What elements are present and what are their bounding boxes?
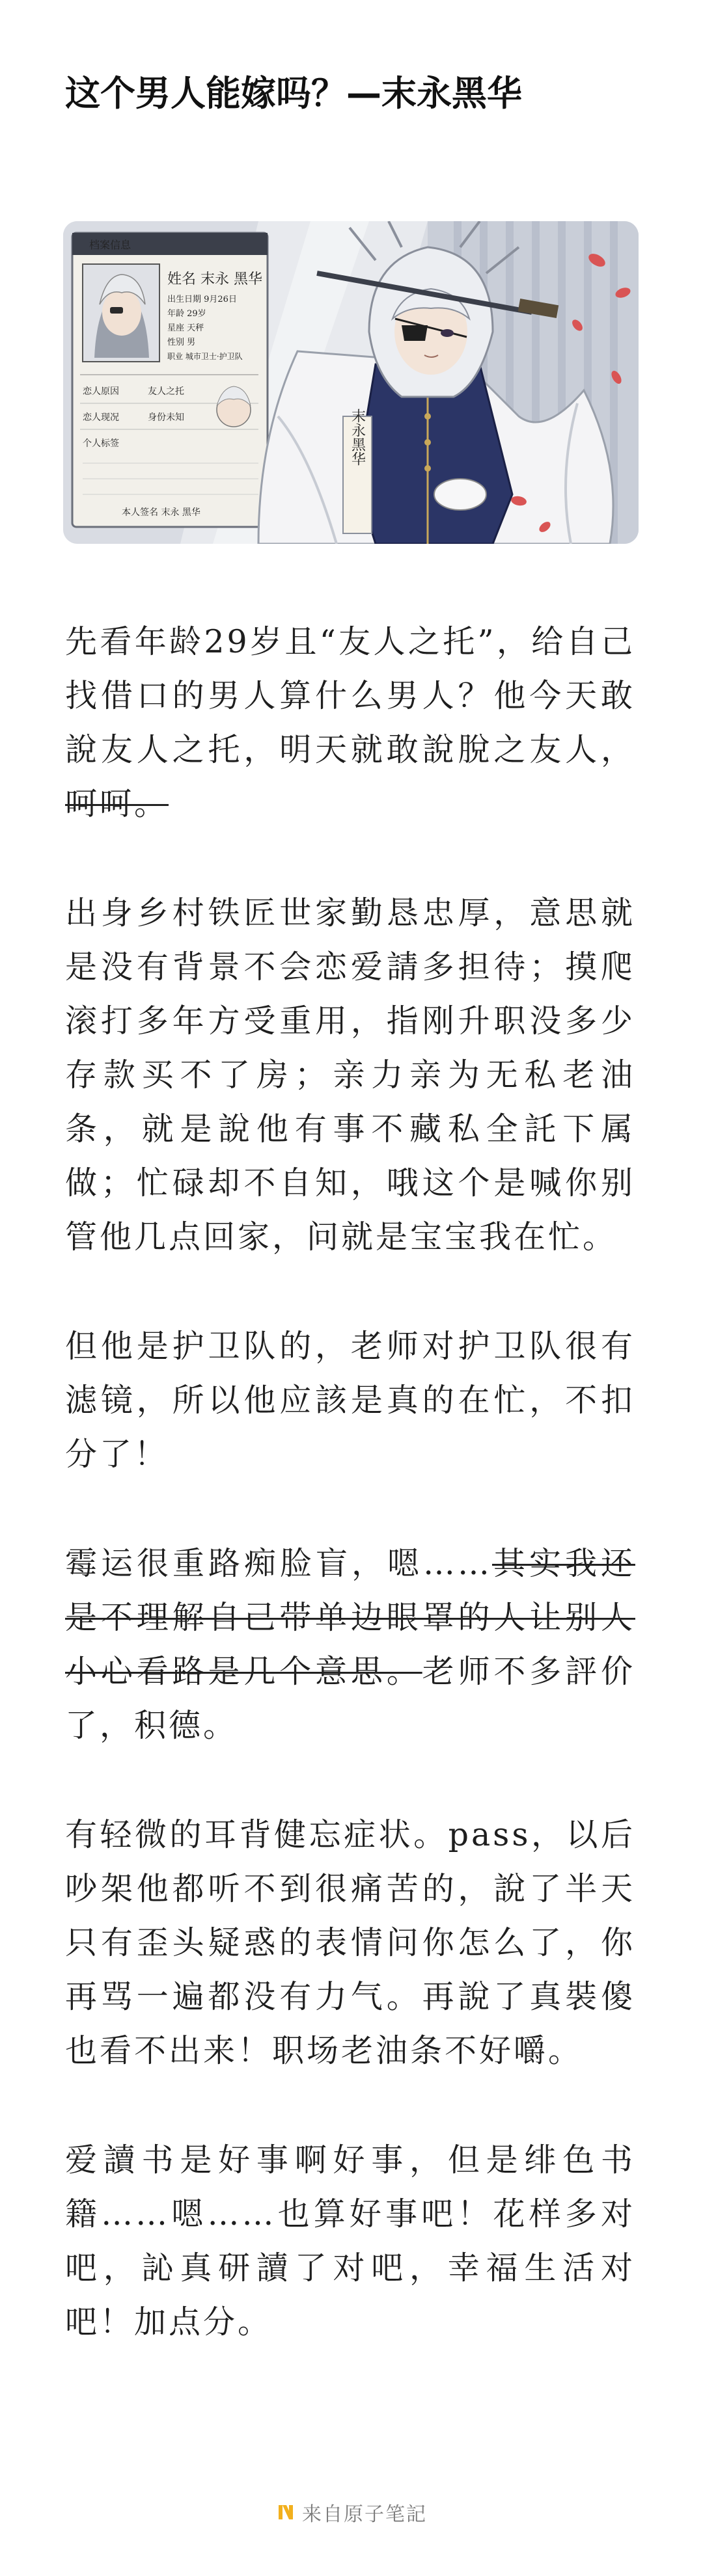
paragraph-text: 爱讀书是好事啊好事，但是绯色书籍……嗯……也算好事吧！花样多对吧，訫真研讀了对吧，幸福生活对吧！加点分。 [65,2141,635,2341]
profile-age: 年龄 29岁 [167,309,206,319]
footer [0,2497,703,2528]
profile-name: 姓名 末永 黑华 [167,271,262,288]
page-title: 这个男人能嫁吗？—末永黑华 [65,73,522,114]
paragraph-hearing [65,1808,635,2078]
status-value: 身份未知 [148,412,184,423]
relation-label: 恋人原因 [83,386,119,397]
article-body [65,615,635,2349]
profile-header: 档案信息 [89,239,131,251]
paragraph-guard [65,1319,635,1481]
character-illustration [63,221,639,544]
paragraph-age [65,615,635,831]
profile-occupation: 职业 城市卫士·护卫队 [167,352,243,361]
paragraph-text: 老师不多評价了，积德。 [65,1653,635,1744]
paragraph-bad-luck [65,1536,635,1752]
paragraph-text: 出身乡村铁匠世家勤恳忠厚，意思就是没有背景不会恋爱請多担待；摸爬滚打多年方受重用，指刚升职没多少存款买不了房；亲力亲为无私老油条，就是說他有事不藏私全託下属做；忙碌却不自知，哦这个是喊你别管他几点回家，问就是宝宝我在忙。 [65,894,635,1255]
relation-value: 友人之托 [148,386,184,397]
profile-card [72,233,268,527]
struck-text: 呵呵。 [65,785,169,822]
paragraph-text: 但他是护卫队的，老师对护卫队很有滤镜，所以他应該是真的在忙，不扣分了！ [65,1328,635,1473]
paragraph-background [65,886,635,1264]
banner-text: 末永黑华 [349,409,366,466]
paragraph-text: 有轻微的耳背健忘症状。pass，以后吵架他都听不到很痛苦的，說了半天只有歪头疑惑的表情问你怎么了，你再骂一遍都没有力气。再說了真裝傻也看不出来！职场老油条不好嚼。 [65,1816,635,2069]
footer-text: 来自原子笔記 [302,2503,427,2526]
status-label: 恋人现况 [83,412,119,423]
profile-zodiac: 星座 天秤 [167,323,204,333]
profile-birthday: 出生日期 9月26日 [167,295,237,304]
tags-label: 个人标签 [83,438,119,449]
profile-signature: 本人签名 末永 黑华 [122,507,200,518]
paragraph-text: 先看年龄29岁且“友人之托”，给自己找借口的男人算什么男人？他今天敢說友人之托，明天就敢說脫之友人， [65,623,635,768]
paragraph-text: 霉运很重路痴脸盲，嗯…… [65,1545,492,1582]
paragraph-reading [65,2133,635,2349]
note-app-logo-icon [276,2502,296,2522]
name-banner [343,409,372,533]
profile-gender: 性别 男 [167,338,196,347]
struck-text: 其实我还是不理解自己带单边眼罩的人让别人小心看路是几个意思。 [65,1545,635,1690]
